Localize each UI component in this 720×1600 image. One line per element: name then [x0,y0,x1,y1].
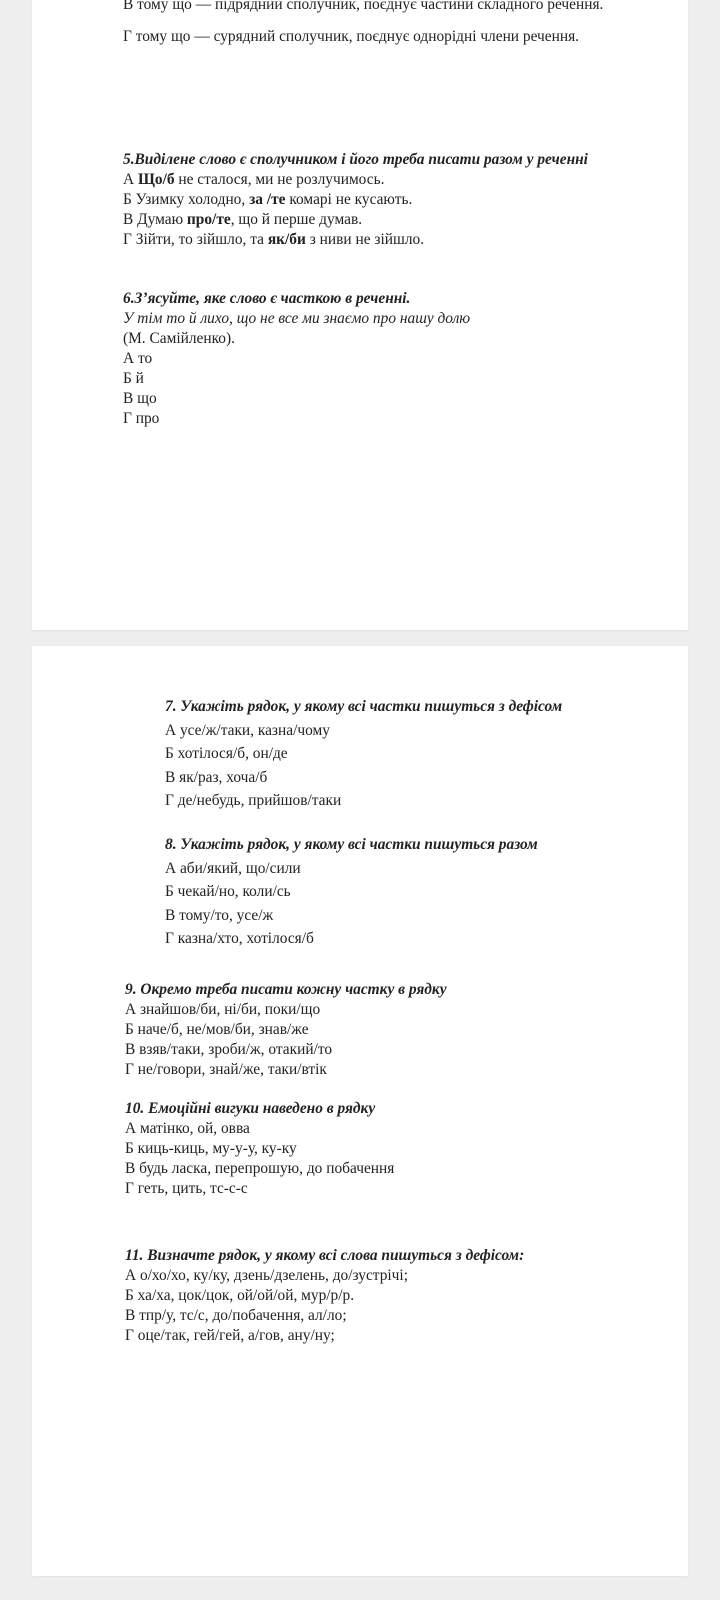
question-5-option-v: В Думаю про/те, що й перше думав. [123,211,363,228]
question-6-quote: У тім то й лихо, що не все ми знаємо про нашу долю [123,310,471,327]
question-10-option-v: В будь ласка, перепрошую, до побачення [125,1160,395,1177]
question-10-option-b: Б киць-киць, му-у-у, ку-ку [125,1140,297,1157]
question-5-option-b: Б Узимку холодно, за /те комарі не кусають. [123,191,413,208]
question-9-option-b: Б наче/б, не/мов/би, знав/же [125,1021,309,1038]
question-8-title: 8. Укажіть рядок, у якому всі частки пишуться разом [165,836,538,853]
question-8-option-b: Б чекай/но, коли/сь [165,883,291,901]
question-7-title: 7. Укажіть рядок, у якому всі частки пишуться з дефісом [165,698,563,715]
question-11-option-g: Г оце/так, гей/гей, а/гов, ану/ну; [125,1327,335,1344]
question-5-title: 5.Виділене слово є сполучником і його треба писати разом у реченні [123,151,588,168]
answer-explanations [123,0,623,49]
question-10-option-g: Г геть, цить, тс-с-с [125,1180,248,1197]
question-11 [125,1246,665,1346]
question-7 [165,695,665,813]
question-7-option-b: Б хотілося/б, он/де [165,745,288,763]
question-8-option-a: А аби/який, що/сили [165,859,301,877]
question-5-option-g: Г Зійти, то зійшло, та як/би з ниви не зійшло. [123,231,425,248]
question-5 [123,150,623,250]
question-9-title: 9. Окремо треба писати кожну частку в рядку [125,981,447,998]
question-9-option-g: Г не/говори, знай/же, таки/втік [125,1061,327,1078]
question-7-option-a: А усе/ж/таки, казна/чому [165,721,330,739]
question-11-option-v: В тпр/у, тс/с, до/побачення, ал/ло; [125,1307,347,1324]
question-9-option-a: А знайшов/би, ні/би, поки/що [125,1001,321,1018]
question-6-option-b: Б й [123,370,144,387]
question-10 [125,1099,645,1199]
question-8 [165,833,665,951]
question-8-option-v: В тому/то, усе/ж [165,906,274,924]
question-10-title: 10. Емоційні вигуки наведено в рядку [125,1100,376,1117]
question-6-option-a: А то [123,350,153,367]
option-g-explanation: Г тому що — сурядний сполучник, поєднує однорідні члени речення. [123,28,580,45]
question-8-option-g: Г казна/хто, хотілося/б [165,930,314,948]
question-6-option-g: Г про [123,410,160,427]
option-v-explanation: В тому що — підрядний сполучник, поєднує частини складного речення. [123,0,604,13]
question-5-option-a: А Що/б не сталося, ми не розлучимось. [123,171,385,188]
question-7-option-g: Г де/небудь, прийшов/таки [165,792,342,810]
question-11-title: 11. Визначте рядок, у якому всі слова пишуться з дефісом: [125,1247,525,1264]
question-6-title: 6.З’ясуйте, яке слово є часткою в реченні. [123,290,411,307]
question-9-option-v: В взяв/таки, зроби/ж, отакий/то [125,1041,333,1058]
question-11-option-a: А о/хо/хо, ку/ку, дзень/дзелень, до/зустрічі; [125,1267,408,1284]
question-6 [123,289,643,429]
question-6-quote-author: (М. Самійленко). [123,330,235,347]
question-6-option-v: В що [123,390,157,407]
question-7-option-v: В як/раз, хоча/б [165,768,268,786]
document-page-2 [32,646,688,1576]
question-10-option-a: А матінко, ой, овва [125,1120,250,1137]
question-11-option-b: Б ха/ха, цок/цок, ой/ой/ой, мур/р/р. [125,1287,355,1304]
question-9 [125,980,645,1080]
document-page-1 [32,0,688,630]
